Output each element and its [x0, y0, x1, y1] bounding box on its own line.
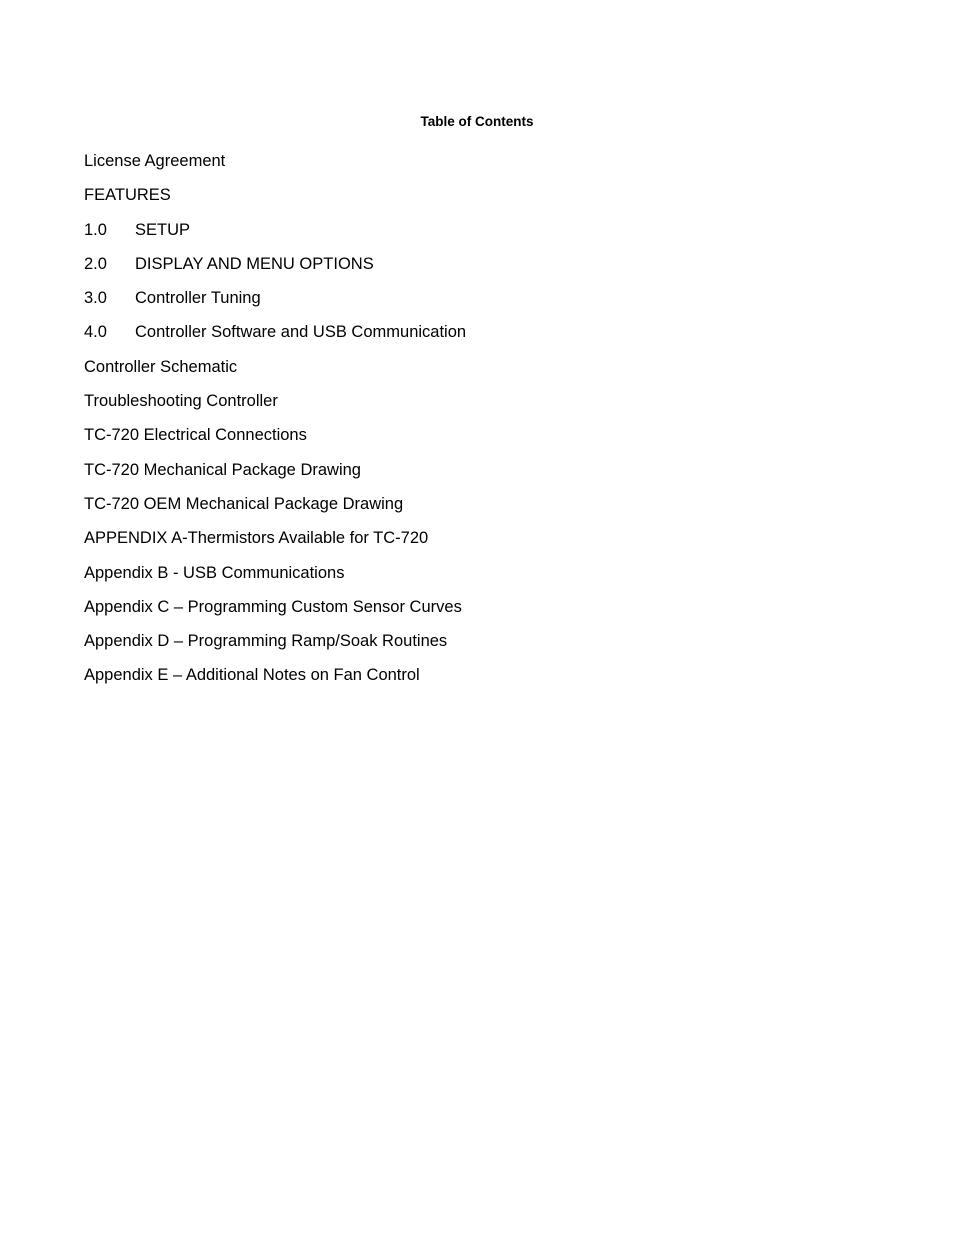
toc-entry-display-menu-options[interactable] — [84, 253, 466, 287]
toc-entry-text: License Agreement — [84, 152, 226, 170]
toc-entry-text: Controller Tuning — [135, 289, 261, 308]
toc-entry-text: SETUP — [135, 220, 191, 239]
toc-entry-number: 1.0 — [84, 220, 107, 239]
toc-list — [84, 150, 466, 699]
toc-entry-text: APPENDIX A-Thermistors Available for TC-720 — [84, 529, 429, 548]
toc-entry-text: Appendix D – Programming Ramp/Soak Routines — [84, 632, 448, 651]
toc-entry-text: Appendix E – Additional Notes on Fan Control — [84, 666, 420, 685]
toc-entry-features[interactable] — [84, 184, 466, 218]
toc-entry-electrical-connections[interactable] — [84, 424, 466, 458]
toc-entry-oem-mechanical-drawing[interactable] — [84, 493, 466, 527]
toc-entry-text: TC-720 Electrical Connections — [84, 426, 307, 445]
toc-entry-text: FEATURES — [84, 186, 171, 205]
toc-entry-troubleshooting[interactable] — [84, 390, 466, 424]
toc-entry-controller-tuning[interactable] — [84, 287, 466, 321]
toc-entry-appendix-a[interactable] — [84, 527, 466, 561]
toc-title: Table of Contents — [420, 114, 534, 129]
toc-entry-appendix-b[interactable] — [84, 562, 466, 596]
toc-entry-text: Controller Schematic — [84, 357, 238, 376]
toc-entry-number: 2.0 — [84, 254, 107, 273]
toc-entry-text: DISPLAY AND MENU OPTIONS — [135, 254, 374, 273]
toc-entry-text: Controller Software and USB Communication — [135, 323, 467, 342]
toc-entry-text: TC-720 OEM Mechanical Package Drawing — [84, 494, 404, 513]
toc-entry-text: Troubleshooting Controller — [84, 392, 278, 411]
toc-entry-appendix-d[interactable] — [84, 630, 466, 664]
toc-entry-text: Appendix C – Programming Custom Sensor Curves — [84, 597, 462, 616]
toc-entry-appendix-e[interactable] — [84, 664, 466, 698]
toc-entry-controller-schematic[interactable] — [84, 356, 466, 390]
toc-entry-mechanical-drawing[interactable] — [84, 459, 466, 493]
toc-entry-software-usb[interactable] — [84, 321, 466, 355]
toc-entry-number: 4.0 — [84, 323, 107, 342]
toc-entry-setup[interactable] — [84, 219, 466, 253]
toc-entry-license-agreement[interactable] — [84, 150, 466, 184]
toc-entry-text: Appendix B - USB Communications — [84, 563, 345, 582]
toc-entry-appendix-c[interactable] — [84, 596, 466, 630]
toc-entry-text: TC-720 Mechanical Package Drawing — [84, 460, 361, 479]
toc-entry-number: 3.0 — [84, 289, 107, 308]
